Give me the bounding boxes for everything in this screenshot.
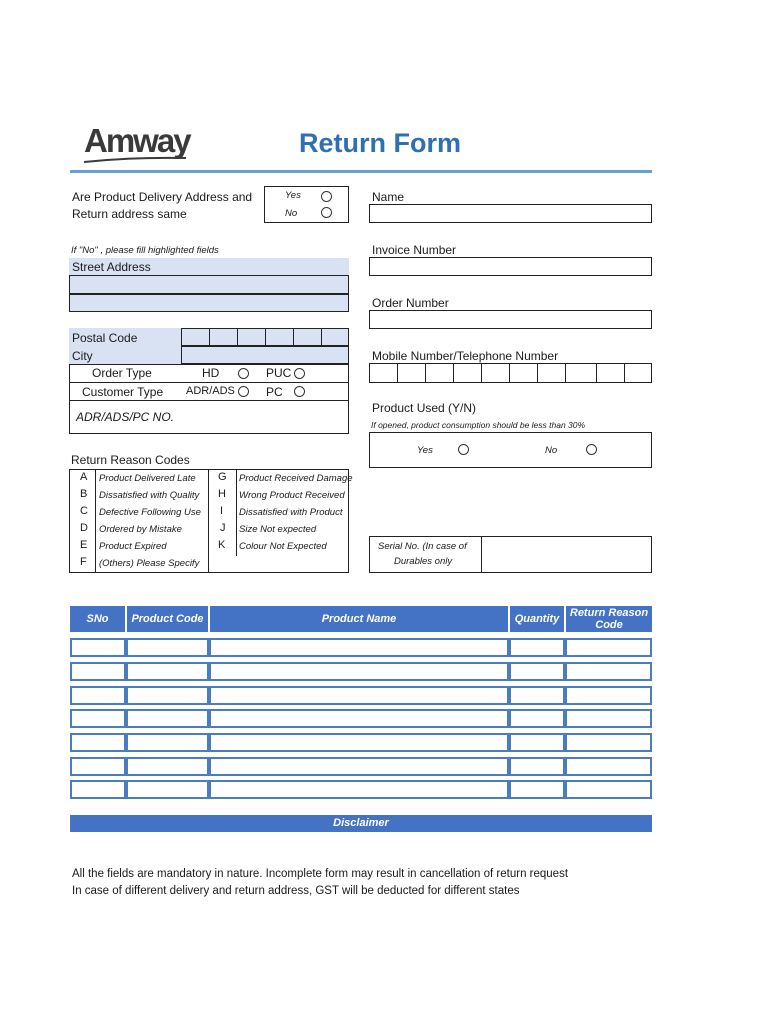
address-same-question-line1: Are Product Delivery Address and — [72, 190, 253, 204]
table-cell[interactable] — [509, 757, 565, 776]
code-letter: G — [218, 471, 227, 483]
table-header-quantity: Quantity — [510, 606, 564, 632]
table-cell[interactable] — [70, 757, 126, 776]
table-cell[interactable] — [126, 733, 209, 752]
table-cell[interactable] — [565, 662, 652, 681]
table-cell[interactable] — [126, 662, 209, 681]
table-cell[interactable] — [209, 709, 509, 728]
city-label: City — [72, 349, 93, 363]
highlight-note: If "No" , please fill highlighted fields — [71, 245, 219, 256]
page-title: Return Form — [299, 128, 461, 158]
code-letter: D — [80, 522, 88, 534]
order-number-label: Order Number — [372, 296, 449, 310]
disclaimer-line2: In case of different delivery and return address, GST will be deducted for different states — [72, 885, 520, 897]
street-address-label: Street Address — [72, 260, 151, 274]
code-letter: J — [220, 522, 226, 534]
code-letter: A — [80, 471, 88, 483]
disclaimer-bar: Disclaimer — [70, 815, 652, 832]
code-text: Product Expired — [99, 541, 167, 552]
city-input[interactable] — [181, 346, 349, 364]
serial-input[interactable] — [483, 538, 650, 571]
mobile-cell-divider — [453, 363, 454, 383]
postal-cell-divider — [265, 328, 266, 346]
postal-cell-divider — [237, 328, 238, 346]
product-used-yes-radio[interactable] — [458, 444, 469, 455]
product-used-no-label: No — [545, 445, 558, 456]
table-cell[interactable] — [565, 780, 652, 799]
code-letter: I — [220, 505, 224, 517]
table-cell[interactable] — [509, 686, 565, 705]
product-used-label: Product Used (Y/N) — [372, 401, 477, 415]
product-used-note: If opened, product consumption should be less than 30% — [371, 420, 586, 430]
table-cell[interactable] — [565, 638, 652, 657]
table-header-product-code: Product Code — [127, 606, 208, 632]
table-cell[interactable] — [509, 709, 565, 728]
serial-label-line1: Serial No. (In case of — [378, 541, 467, 552]
table-cell[interactable] — [126, 638, 209, 657]
customer-type-adr-label: ADR/ADS — [186, 385, 235, 397]
table-cell[interactable] — [509, 638, 565, 657]
address-same-no-radio[interactable] — [321, 207, 332, 218]
code-text: Dissatisfied with Product — [239, 507, 343, 518]
codes-col-divider — [208, 469, 209, 573]
serial-divider — [481, 536, 482, 573]
code-letter: E — [80, 539, 88, 551]
code-text: Size Not expected — [239, 524, 317, 535]
table-cell[interactable] — [509, 662, 565, 681]
codes-col-divider — [236, 469, 237, 556]
code-letter: B — [80, 488, 88, 500]
serial-label-line2: Durables only — [394, 556, 453, 567]
address-same-options-box — [264, 186, 349, 223]
postal-cell-divider — [209, 328, 210, 346]
table-cell[interactable] — [565, 733, 652, 752]
table-cell[interactable] — [565, 757, 652, 776]
logo-swoosh-icon — [82, 156, 188, 164]
mobile-cell-divider — [624, 363, 625, 383]
mobile-cell-divider — [565, 363, 566, 383]
code-letter: C — [80, 505, 88, 517]
postal-cell-divider — [321, 328, 322, 346]
table-cell[interactable] — [70, 686, 126, 705]
code-letter: H — [218, 488, 226, 500]
street-address-line2-input[interactable] — [69, 294, 349, 312]
order-type-hd-label: HD — [202, 366, 220, 380]
table-cell[interactable] — [70, 662, 126, 681]
code-text: Dissatisfied with Quality — [99, 490, 200, 501]
mobile-cell-divider — [397, 363, 398, 383]
table-cell[interactable] — [209, 662, 509, 681]
table-cell[interactable] — [126, 709, 209, 728]
table-header-product-name: Product Name — [210, 606, 508, 632]
product-used-box — [369, 432, 652, 468]
mobile-cell-divider — [425, 363, 426, 383]
table-cell[interactable] — [209, 686, 509, 705]
type-row-divider — [69, 382, 349, 383]
customer-type-pc-label: PC — [266, 385, 283, 399]
table-cell[interactable] — [565, 709, 652, 728]
amway-logo: Amway — [84, 122, 190, 159]
order-number-input[interactable] — [369, 310, 652, 329]
table-cell[interactable] — [209, 638, 509, 657]
table-cell[interactable] — [70, 780, 126, 799]
table-cell[interactable] — [126, 780, 209, 799]
order-type-puc-radio[interactable] — [294, 368, 305, 379]
product-used-yes-label: Yes — [417, 445, 433, 456]
mobile-cell-divider — [509, 363, 510, 383]
address-same-yes-label: Yes — [285, 190, 301, 201]
product-used-no-radio[interactable] — [586, 444, 597, 455]
code-text: (Others) Please Specify — [99, 558, 200, 569]
invoice-label: Invoice Number — [372, 243, 457, 257]
table-cell[interactable] — [70, 733, 126, 752]
type-row-divider — [69, 400, 349, 401]
table-cell[interactable] — [70, 709, 126, 728]
header-divider — [70, 170, 652, 173]
code-text: Wrong Product Received — [239, 490, 345, 501]
table-cell[interactable] — [509, 780, 565, 799]
code-text: Product Delivered Late — [99, 473, 196, 484]
table-cell[interactable] — [209, 780, 509, 799]
code-letter: F — [80, 556, 87, 568]
address-same-question-line2: Return address same — [72, 207, 187, 221]
mobile-cell-divider — [596, 363, 597, 383]
street-address-line1-input[interactable] — [69, 275, 349, 294]
address-same-yes-radio[interactable] — [321, 191, 332, 202]
order-type-label: Order Type — [92, 366, 152, 380]
customer-type-label: Customer Type — [82, 385, 164, 399]
table-cell[interactable] — [209, 733, 509, 752]
mobile-input[interactable] — [369, 363, 652, 383]
code-text: Product Received Damage — [239, 473, 353, 484]
table-header-return-reason-code: Return Reason Code — [566, 606, 652, 632]
return-codes-title: Return Reason Codes — [71, 453, 190, 467]
code-text: Colour Not Expected — [239, 541, 327, 552]
table-header-sno: SNo — [70, 606, 125, 632]
code-text: Defective Following Use — [99, 507, 201, 518]
adr-no-label: ADR/ADS/PC NO. — [76, 410, 175, 424]
name-input[interactable] — [369, 204, 652, 223]
invoice-input[interactable] — [369, 257, 652, 276]
table-cell[interactable] — [70, 638, 126, 657]
codes-col-divider — [95, 469, 96, 573]
order-type-hd-radio[interactable] — [238, 368, 249, 379]
table-cell[interactable] — [509, 733, 565, 752]
customer-type-pc-radio[interactable] — [294, 386, 305, 397]
table-cell[interactable] — [126, 686, 209, 705]
customer-type-adr-radio[interactable] — [238, 386, 249, 397]
code-letter: K — [218, 539, 226, 551]
postal-code-label: Postal Code — [72, 331, 138, 345]
code-text: Ordered by Mistake — [99, 524, 182, 535]
postal-cell-divider — [293, 328, 294, 346]
table-cell[interactable] — [126, 757, 209, 776]
table-cell[interactable] — [565, 686, 652, 705]
order-type-puc-label: PUC — [266, 366, 292, 380]
disclaimer-line1: All the fields are mandatory in nature. Incomplete form may result in cancellation of return request — [72, 868, 569, 880]
mobile-cell-divider — [537, 363, 538, 383]
mobile-label: Mobile Number/Telephone Number — [372, 349, 559, 363]
address-same-no-label: No — [285, 208, 298, 219]
mobile-cell-divider — [481, 363, 482, 383]
table-cell[interactable] — [209, 757, 509, 776]
name-label: Name — [372, 190, 405, 204]
